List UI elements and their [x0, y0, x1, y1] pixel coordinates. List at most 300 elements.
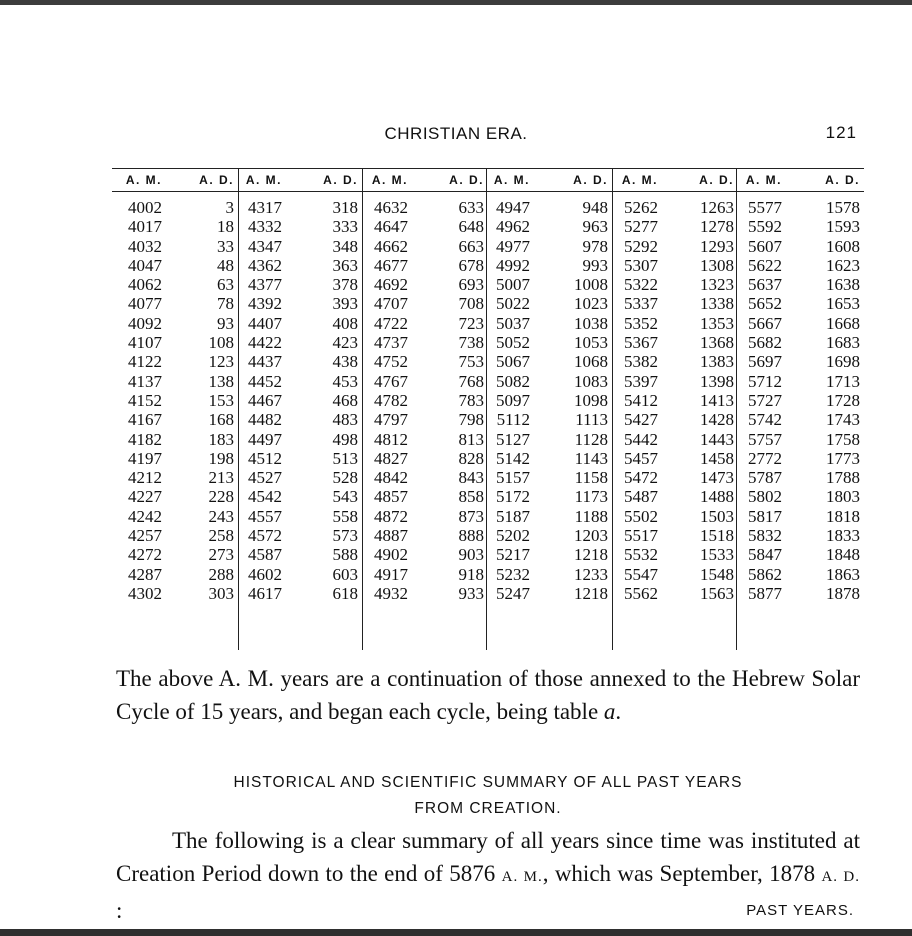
table-row [112, 449, 864, 468]
am-year-cell: 4992 [496, 255, 530, 275]
am-year-cell: 4752 [374, 352, 408, 372]
am-year-cell: 5847 [748, 545, 782, 565]
ad-year-cell: 483 [332, 410, 358, 430]
ad-year-cell: 303 [208, 583, 234, 603]
am-year-cell: 4857 [374, 487, 408, 507]
ad-year-cell: 1023 [574, 294, 608, 314]
table-row [112, 584, 864, 603]
table-row [112, 294, 864, 313]
am-year-cell: 4347 [248, 236, 282, 256]
am-year-cell: 4362 [248, 255, 282, 275]
ad-year-cell: 348 [332, 236, 358, 256]
ad-year-cell: 78 [217, 294, 234, 314]
am-year-cell: 4902 [374, 545, 408, 565]
am-year-cell: 4962 [496, 217, 530, 237]
ad-year-cell: 1713 [826, 371, 860, 391]
ad-year-cell: 1548 [700, 564, 734, 584]
ad-year-cell: 1608 [826, 236, 860, 256]
am-year-cell: 4317 [248, 198, 282, 217]
ad-year-cell: 1263 [700, 198, 734, 217]
ad-year-cell: 873 [458, 506, 484, 526]
running-title: CHRISTIAN ERA. [384, 124, 528, 143]
ad-year-cell: 1368 [700, 333, 734, 353]
am-year-cell: 4152 [128, 390, 162, 410]
ad-year-cell: 798 [458, 410, 484, 430]
ad-year-cell: 1143 [574, 448, 608, 468]
ad-year-cell: 1668 [826, 313, 860, 333]
ad-year-cell: 1443 [700, 429, 734, 449]
am-year-cell: 5187 [496, 506, 530, 526]
am-year-cell: 5742 [748, 410, 782, 430]
ad-year-cell: 528 [332, 468, 358, 488]
am-year-cell: 5037 [496, 313, 530, 333]
am-year-cell: 5697 [748, 352, 782, 372]
ad-year-cell: 1533 [700, 545, 734, 565]
bottom-edge-bar [0, 929, 912, 936]
ad-year-cell: 243 [208, 506, 234, 526]
ad-year-cell: 1488 [700, 487, 734, 507]
am-year-cell: 4227 [128, 487, 162, 507]
table-row [112, 545, 864, 564]
ad-year-cell: 1833 [826, 526, 860, 546]
am-year-cell: 5157 [496, 468, 530, 488]
ad-year-cell: 678 [458, 255, 484, 275]
ad-year-cell: 213 [208, 468, 234, 488]
am-year-cell: 5052 [496, 333, 530, 353]
am-year-cell: 4527 [248, 468, 282, 488]
am-year-cell: 5397 [624, 371, 658, 391]
am-year-cell: 5727 [748, 390, 782, 410]
table-row [112, 217, 864, 236]
ad-year-cell: 1773 [826, 448, 860, 468]
ad-year-cell: 1188 [574, 506, 608, 526]
ad-year-cell: 708 [458, 294, 484, 314]
table-header-row [112, 168, 864, 192]
ad-year-cell: 48 [217, 255, 234, 275]
ad-year-cell: 768 [458, 371, 484, 391]
am-year-cell: 4422 [248, 333, 282, 353]
am-year-cell: 5607 [748, 236, 782, 256]
am-year-cell: 4677 [374, 255, 408, 275]
am-year-cell: 4707 [374, 294, 408, 314]
table-row [112, 198, 864, 217]
summary-am-abbrev: A. M. [501, 869, 543, 885]
am-year-cell: 4662 [374, 236, 408, 256]
am-year-cell: 5232 [496, 564, 530, 584]
am-year-cell: 5442 [624, 429, 658, 449]
table-row [112, 372, 864, 391]
ad-year-cell: 1128 [574, 429, 608, 449]
ad-year-cell: 1338 [700, 294, 734, 314]
am-year-cell: 5217 [496, 545, 530, 565]
note-text-end: . [615, 699, 622, 724]
column-divider [736, 168, 737, 650]
ad-year-cell: 1803 [826, 487, 860, 507]
am-year-cell: 4437 [248, 352, 282, 372]
am-year-cell: 5637 [748, 275, 782, 295]
am-year-cell: 5247 [496, 583, 530, 603]
ad-year-cell: 888 [458, 526, 484, 546]
ad-year-cell: 858 [458, 487, 484, 507]
am-year-cell: 5262 [624, 198, 658, 217]
am-year-cell: 4977 [496, 236, 530, 256]
ad-year-cell: 843 [458, 468, 484, 488]
am-year-cell: 4512 [248, 448, 282, 468]
table-row [112, 410, 864, 429]
am-year-cell: 4542 [248, 487, 282, 507]
ad-year-cell: 1203 [574, 526, 608, 546]
ad-year-cell: 1788 [826, 468, 860, 488]
ad-year-cell: 1218 [574, 583, 608, 603]
section-subheading [116, 770, 860, 822]
summary-ad-abbrev: A. D. [821, 869, 861, 885]
am-year-cell: 4167 [128, 410, 162, 430]
ad-year-cell: 783 [458, 390, 484, 410]
ad-year-cell: 543 [332, 487, 358, 507]
ad-year-cell: 663 [458, 236, 484, 256]
ad-year-cell: 138 [208, 371, 234, 391]
am-year-cell: 4647 [374, 217, 408, 237]
note-table-letter: a [603, 699, 616, 724]
am-year-cell: 4842 [374, 468, 408, 488]
am-year-cell: 5412 [624, 390, 658, 410]
am-year-cell: 5307 [624, 255, 658, 275]
ad-year-cell: 1743 [826, 410, 860, 430]
am-year-cell: 4812 [374, 429, 408, 449]
ad-year-cell: 1638 [826, 275, 860, 295]
ad-year-cell: 1728 [826, 390, 860, 410]
am-year-cell: 5712 [748, 371, 782, 391]
column-header: A. M. [245, 173, 282, 187]
am-year-cell: 4632 [374, 198, 408, 217]
ad-year-cell: 378 [332, 275, 358, 295]
ad-year-cell: 408 [332, 313, 358, 333]
ad-year-cell: 963 [582, 217, 608, 237]
am-year-cell: 5367 [624, 333, 658, 353]
table-row [112, 507, 864, 526]
am-year-cell: 4407 [248, 313, 282, 333]
am-year-cell: 5292 [624, 236, 658, 256]
column-header: A. M. [371, 173, 408, 187]
ad-year-cell: 123 [208, 352, 234, 372]
ad-year-cell: 1473 [700, 468, 734, 488]
am-year-cell: 4302 [128, 583, 162, 603]
ad-year-cell: 1008 [574, 275, 608, 295]
am-year-cell: 5172 [496, 487, 530, 507]
table-row [112, 237, 864, 256]
am-year-cell: 5517 [624, 526, 658, 546]
am-year-cell: 5787 [748, 468, 782, 488]
am-year-cell: 5832 [748, 526, 782, 546]
ad-year-cell: 93 [217, 313, 234, 333]
am-year-cell: 5682 [748, 333, 782, 353]
am-year-cell: 5202 [496, 526, 530, 546]
am-year-cell: 4392 [248, 294, 282, 314]
ad-year-cell: 183 [208, 429, 234, 449]
ad-year-cell: 993 [582, 255, 608, 275]
subheading-line-2: FROM CREATION. [414, 800, 562, 817]
am-year-cell: 5817 [748, 506, 782, 526]
ad-year-cell: 333 [332, 217, 358, 237]
ad-year-cell: 1878 [826, 583, 860, 603]
am-year-cell: 4182 [128, 429, 162, 449]
am-year-cell: 4692 [374, 275, 408, 295]
am-year-cell: 4077 [128, 294, 162, 314]
ad-year-cell: 1428 [700, 410, 734, 430]
ad-year-cell: 513 [332, 448, 358, 468]
ad-year-cell: 168 [208, 410, 234, 430]
am-year-cell: 5382 [624, 352, 658, 372]
am-year-cell: 5097 [496, 390, 530, 410]
ad-year-cell: 1578 [826, 198, 860, 217]
am-year-cell: 4197 [128, 448, 162, 468]
ad-year-cell: 588 [332, 545, 358, 565]
am-year-cell: 4017 [128, 217, 162, 237]
table-row [112, 333, 864, 352]
ad-year-cell: 1758 [826, 429, 860, 449]
ad-year-cell: 573 [332, 526, 358, 546]
table-row [112, 430, 864, 449]
am-year-cell: 4557 [248, 506, 282, 526]
table-note-paragraph [116, 662, 860, 728]
column-header: A. D. [573, 173, 608, 187]
ad-year-cell: 1068 [574, 352, 608, 372]
ad-year-cell: 1173 [574, 487, 608, 507]
subheading-line-1: HISTORICAL AND SCIENTIFIC SUMMARY OF ALL PAST YEARS [233, 774, 743, 791]
table-row [112, 391, 864, 410]
ad-year-cell: 1818 [826, 506, 860, 526]
am-year-cell: 4467 [248, 390, 282, 410]
ad-year-cell: 318 [332, 198, 358, 217]
column-header: A. D. [825, 173, 860, 187]
am-year-cell: 5427 [624, 410, 658, 430]
ad-year-cell: 648 [458, 217, 484, 237]
am-year-cell: 5337 [624, 294, 658, 314]
am-year-cell: 4032 [128, 236, 162, 256]
am-year-cell: 5877 [748, 583, 782, 603]
ad-year-cell: 1353 [700, 313, 734, 333]
am-year-cell: 5457 [624, 448, 658, 468]
am-year-cell: 4782 [374, 390, 408, 410]
ad-year-cell: 1593 [826, 217, 860, 237]
ad-year-cell: 273 [208, 545, 234, 565]
ad-year-cell: 618 [332, 583, 358, 603]
ad-year-cell: 558 [332, 506, 358, 526]
ad-year-cell: 1383 [700, 352, 734, 372]
page-number: 121 [825, 123, 857, 142]
am-year-cell: 5862 [748, 564, 782, 584]
ad-year-cell: 1233 [574, 564, 608, 584]
am-year-cell: 5082 [496, 371, 530, 391]
am-year-cell: 4767 [374, 371, 408, 391]
ad-year-cell: 1863 [826, 564, 860, 584]
ad-year-cell: 1053 [574, 333, 608, 353]
table-body [112, 198, 864, 603]
ad-year-cell: 1398 [700, 371, 734, 391]
ad-year-cell: 1623 [826, 255, 860, 275]
am-year-cell: 5562 [624, 583, 658, 603]
ad-year-cell: 603 [332, 564, 358, 584]
am-year-cell: 5472 [624, 468, 658, 488]
ad-year-cell: 108 [208, 333, 234, 353]
am-year-cell: 4797 [374, 410, 408, 430]
am-year-cell: 5487 [624, 487, 658, 507]
ad-year-cell: 1653 [826, 294, 860, 314]
column-header: A. M. [493, 173, 530, 187]
am-year-cell: 4092 [128, 313, 162, 333]
ad-year-cell: 468 [332, 390, 358, 410]
ad-year-cell: 63 [217, 275, 234, 295]
column-divider [362, 168, 363, 650]
ad-year-cell: 438 [332, 352, 358, 372]
am-year-cell: 4572 [248, 526, 282, 546]
am-year-cell: 4242 [128, 506, 162, 526]
ad-year-cell: 738 [458, 333, 484, 353]
ad-year-cell: 498 [332, 429, 358, 449]
am-year-cell: 4917 [374, 564, 408, 584]
ad-year-cell: 1563 [700, 583, 734, 603]
column-divider [238, 168, 239, 650]
ad-year-cell: 693 [458, 275, 484, 295]
note-text-2: years are a continuation of those annexed to the Hebrew Solar Cycle of 15 years, and began each cycle, being table [116, 666, 861, 724]
ad-year-cell: 363 [332, 255, 358, 275]
note-text-1: The above [116, 666, 219, 691]
am-year-cell: 4212 [128, 468, 162, 488]
am-year-cell: 5622 [748, 255, 782, 275]
am-year-cell: 5577 [748, 198, 782, 217]
column-header: A. D. [699, 173, 734, 187]
am-year-cell: 5322 [624, 275, 658, 295]
ad-year-cell: 33 [217, 236, 234, 256]
ad-year-cell: 288 [208, 564, 234, 584]
ad-year-cell: 3 [225, 198, 234, 217]
am-year-cell: 5007 [496, 275, 530, 295]
am-year-cell: 5067 [496, 352, 530, 372]
am-year-cell: 4332 [248, 217, 282, 237]
am-year-cell: 4137 [128, 371, 162, 391]
am-year-cell: 4287 [128, 564, 162, 584]
past-years-label: PAST YEARS. [746, 902, 854, 919]
am-year-cell: 4722 [374, 313, 408, 333]
am-year-cell: 5352 [624, 313, 658, 333]
am-year-cell: 5592 [748, 217, 782, 237]
ad-year-cell: 828 [458, 448, 484, 468]
am-year-cell: 5277 [624, 217, 658, 237]
am-year-cell: 5142 [496, 448, 530, 468]
ad-year-cell: 1278 [700, 217, 734, 237]
ad-year-cell: 1308 [700, 255, 734, 275]
summary-text-2: , which was September, 1878 [542, 861, 822, 886]
ad-year-cell: 1083 [574, 371, 608, 391]
column-divider [486, 168, 487, 650]
am-year-cell: 4947 [496, 198, 530, 217]
column-header: A. M. [621, 173, 658, 187]
ad-year-cell: 18 [217, 217, 234, 237]
ad-year-cell: 948 [582, 198, 608, 217]
am-year-cell: 4602 [248, 564, 282, 584]
am-year-cell: 2772 [748, 448, 782, 468]
am-year-cell: 4062 [128, 275, 162, 295]
table-row [112, 565, 864, 584]
am-year-cell: 5532 [624, 545, 658, 565]
am-year-cell: 5502 [624, 506, 658, 526]
ad-year-cell: 453 [332, 371, 358, 391]
table-row [112, 352, 864, 371]
column-header: A. D. [323, 173, 358, 187]
ad-year-cell: 813 [458, 429, 484, 449]
am-year-cell: 4452 [248, 371, 282, 391]
ad-year-cell: 1098 [574, 390, 608, 410]
era-table [112, 168, 864, 603]
column-header: A. M. [125, 173, 162, 187]
am-year-cell: 5547 [624, 564, 658, 584]
am-year-cell: 4377 [248, 275, 282, 295]
column-divider [612, 168, 613, 650]
am-year-cell: 4497 [248, 429, 282, 449]
ad-year-cell: 723 [458, 313, 484, 333]
am-year-cell: 5667 [748, 313, 782, 333]
top-edge-bar [0, 0, 912, 5]
table-row [112, 314, 864, 333]
ad-year-cell: 393 [332, 294, 358, 314]
ad-year-cell: 1683 [826, 333, 860, 353]
am-year-cell: 5112 [496, 410, 530, 430]
table-row [112, 275, 864, 294]
am-year-cell: 5127 [496, 429, 530, 449]
ad-year-cell: 1698 [826, 352, 860, 372]
am-year-cell: 5802 [748, 487, 782, 507]
ad-year-cell: 258 [208, 526, 234, 546]
table-row [112, 468, 864, 487]
am-year-cell: 4617 [248, 583, 282, 603]
am-year-cell: 4047 [128, 255, 162, 275]
am-year-cell: 4002 [128, 198, 162, 217]
column-header: A. D. [449, 173, 484, 187]
am-year-cell: 4887 [374, 526, 408, 546]
ad-year-cell: 423 [332, 333, 358, 353]
column-header: A. D. [199, 173, 234, 187]
am-year-cell: 4482 [248, 410, 282, 430]
ad-year-cell: 228 [208, 487, 234, 507]
am-year-cell: 5652 [748, 294, 782, 314]
ad-year-cell: 633 [458, 198, 484, 217]
am-year-cell: 5757 [748, 429, 782, 449]
ad-year-cell: 903 [458, 545, 484, 565]
table-row [112, 526, 864, 545]
summary-text-1: The following is a clear summary of all years since time was instituted at Creation Period down to the end of 5876 [116, 828, 860, 886]
ad-year-cell: 1038 [574, 313, 608, 333]
ad-year-cell: 1848 [826, 545, 860, 565]
note-am-abbrev: A. M. [218, 666, 274, 691]
ad-year-cell: 1293 [700, 236, 734, 256]
am-year-cell: 4872 [374, 506, 408, 526]
ad-year-cell: 933 [458, 583, 484, 603]
ad-year-cell: 1458 [700, 448, 734, 468]
table-row [112, 487, 864, 506]
ad-year-cell: 1218 [574, 545, 608, 565]
am-year-cell: 5022 [496, 294, 530, 314]
summary-text-end: : [116, 898, 123, 923]
am-year-cell: 4587 [248, 545, 282, 565]
am-year-cell: 4107 [128, 333, 162, 353]
table-row [112, 256, 864, 275]
ad-year-cell: 1413 [700, 390, 734, 410]
am-year-cell: 4827 [374, 448, 408, 468]
ad-year-cell: 1158 [574, 468, 608, 488]
am-year-cell: 4737 [374, 333, 408, 353]
ad-year-cell: 153 [208, 390, 234, 410]
am-year-cell: 4932 [374, 583, 408, 603]
